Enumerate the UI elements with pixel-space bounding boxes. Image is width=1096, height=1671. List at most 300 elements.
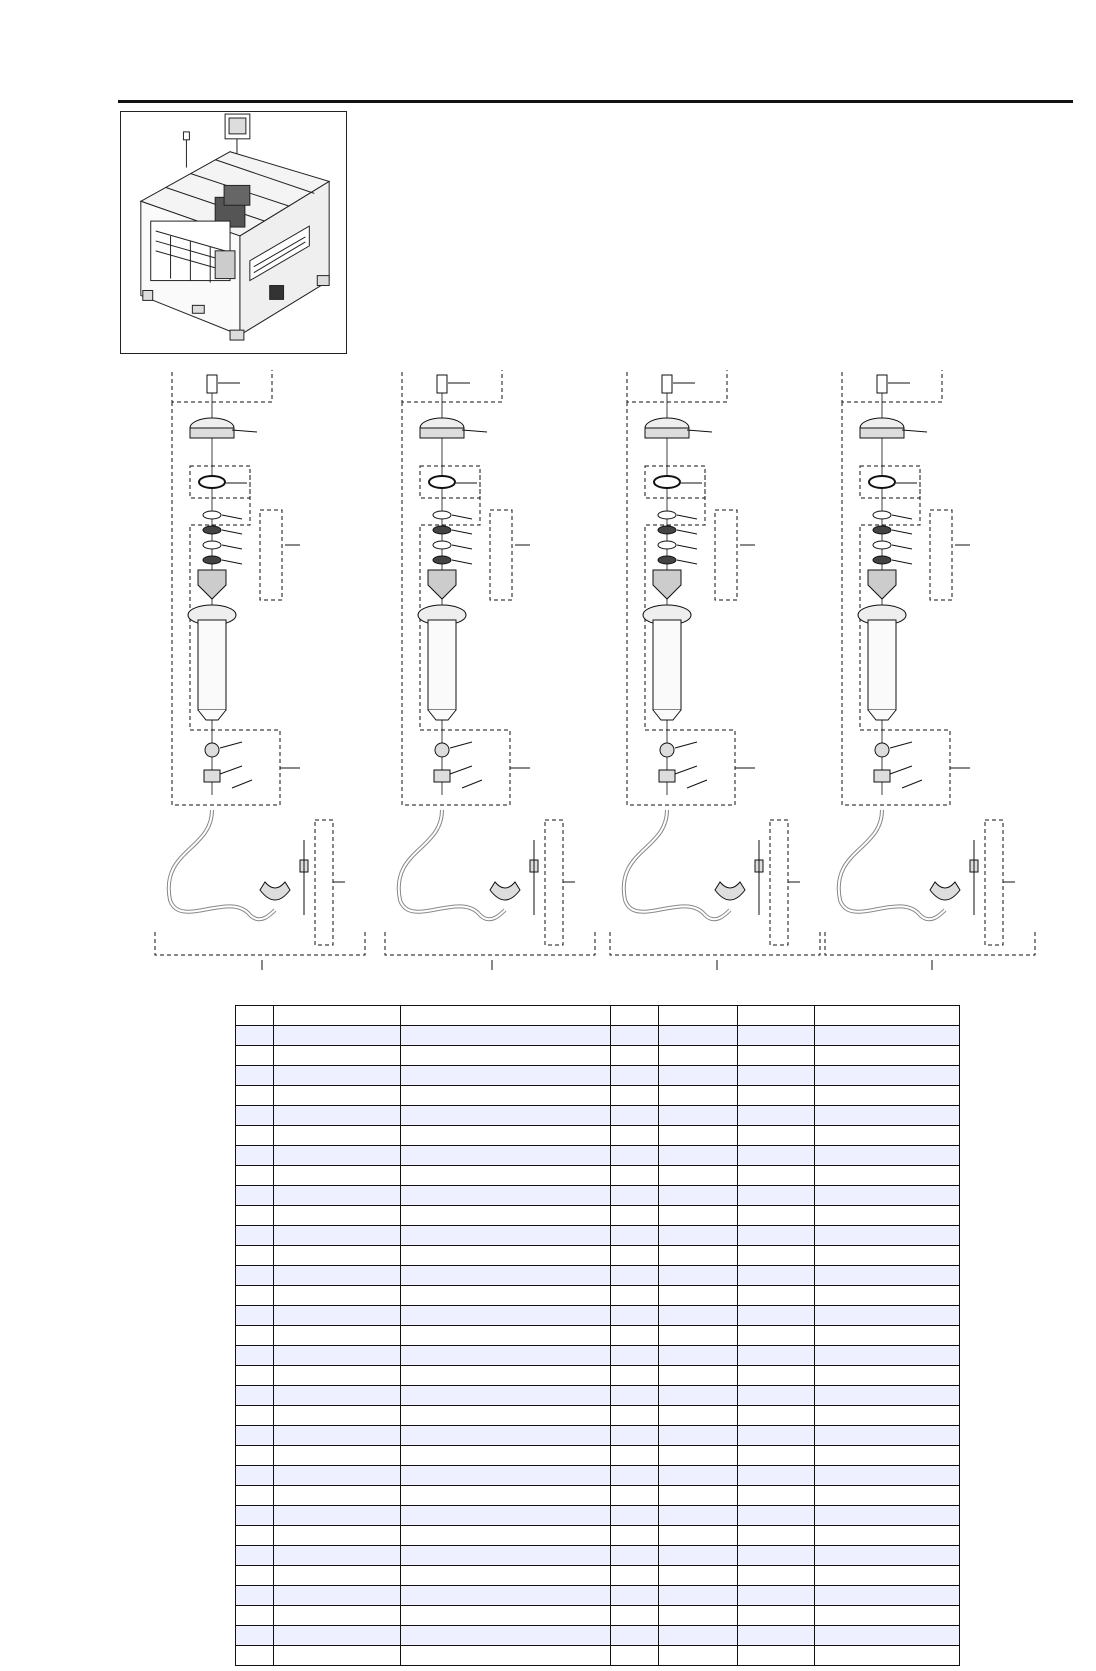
table-cell [815,1606,960,1626]
hose-clip-icon [490,882,520,900]
table-cell [274,1346,401,1366]
callout-leader [892,560,912,564]
table-cell [659,1266,738,1286]
table-cell [611,1186,659,1206]
callout-leader [892,530,912,534]
callout-leader [462,430,487,432]
table-cell [611,1046,659,1066]
callout-leader [902,430,927,432]
table-cell [611,1166,659,1186]
table-cell [401,1126,611,1146]
table-cell [659,1026,738,1046]
table-cell [611,1126,659,1146]
table-cell [738,1266,815,1286]
table-row [236,1166,960,1186]
parts-table-header [236,1006,960,1026]
bottom-fitting-icon [205,743,219,757]
table-cell [738,1466,815,1486]
table-cell [738,1566,815,1586]
hose-clip-icon [930,882,960,900]
table-cell [274,1366,401,1386]
hose-clip-icon [260,882,290,900]
table-cell [738,1226,815,1246]
table-cell [659,1146,738,1166]
table-cell [611,1066,659,1086]
table-cell [401,1526,611,1546]
callout-leader [232,430,257,432]
piston-part-icon [203,526,221,534]
piston-part-icon [433,541,451,549]
barrel-tip-icon [868,710,896,720]
table-cell [611,1546,659,1566]
piston-group-box [715,510,737,600]
table-cell [738,1186,815,1206]
piston-part-icon [658,511,676,519]
table-cell [274,1166,401,1186]
table-cell [815,1546,960,1566]
table-cell [738,1506,815,1526]
table-cell [236,1566,274,1586]
machine-overview-frame [120,111,347,354]
table-cell [274,1606,401,1626]
table-cell [815,1166,960,1186]
syringe-barrel-icon [198,620,226,710]
column-header-5 [659,1006,738,1026]
table-cell [236,1106,274,1126]
syringe-assembly-4 [825,370,1035,970]
piston-part-icon [433,556,451,564]
clamp-block-icon [659,770,675,782]
table-cell [611,1406,659,1426]
table-cell [659,1066,738,1086]
adapter-fitting-icon [207,375,217,393]
bottom-fitting-icon [660,743,674,757]
column-header-4 [611,1006,659,1026]
table-cell [659,1166,738,1186]
callout-leader [462,780,482,788]
table-cell [738,1606,815,1626]
clamp-block-icon [204,770,220,782]
table-cell [611,1346,659,1366]
syringe-cap-base-icon [420,428,464,438]
table-cell [659,1346,738,1366]
table-cell [659,1286,738,1306]
piston-part-icon [433,526,451,534]
table-cell [815,1466,960,1486]
table-row [236,1626,960,1646]
syringe-cap-base-icon [860,428,904,438]
table-cell [611,1446,659,1466]
table-cell [738,1066,815,1086]
table-cell [738,1446,815,1466]
table-row [236,1426,960,1446]
table-cell [659,1386,738,1406]
table-cell [659,1526,738,1546]
table-cell [611,1266,659,1286]
table-cell [236,1626,274,1646]
table-cell [236,1086,274,1106]
table-cell [236,1646,274,1666]
table-cell [274,1226,401,1246]
callout-leader [892,545,912,549]
column-header-7 [815,1006,960,1026]
table-cell [274,1086,401,1106]
table-cell [236,1386,274,1406]
table-cell [659,1086,738,1106]
table-cell [659,1226,738,1246]
table-cell [236,1226,274,1246]
table-cell [274,1646,401,1666]
table-cell [274,1526,401,1546]
table-cell [738,1286,815,1306]
table-cell [401,1146,611,1166]
table-cell [738,1426,815,1446]
table-cell [815,1566,960,1586]
syringe-barrel-icon [428,620,456,710]
table-cell [401,1426,611,1446]
callout-leader [450,766,472,774]
callout-leader [452,515,472,519]
piston-part-icon [873,556,891,564]
barrel-tip-icon [198,710,226,720]
table-cell [611,1226,659,1246]
table-cell [659,1306,738,1326]
adapter-fitting-icon [662,375,672,393]
table-row [236,1186,960,1206]
callout-leader [687,430,712,432]
table-cell [274,1146,401,1166]
table-cell [738,1406,815,1426]
table-cell [738,1326,815,1346]
table-row [236,1506,960,1526]
table-cell [236,1286,274,1306]
table-cell [236,1406,274,1426]
callout-leader [677,545,697,549]
callout-leader [232,780,252,788]
table-cell [611,1626,659,1646]
table-cell [815,1186,960,1206]
callout-leader [220,766,242,774]
table-cell [611,1206,659,1226]
table-cell [659,1646,738,1666]
table-row [236,1206,960,1226]
table-cell [401,1246,611,1266]
table-row [236,1126,960,1146]
piston-part-icon [873,511,891,519]
table-row [236,1486,960,1506]
table-row [236,1306,960,1326]
table-cell [611,1326,659,1346]
callout-leader [452,560,472,564]
table-cell [236,1466,274,1486]
hose-icon [839,810,945,919]
table-cell [815,1486,960,1506]
piston-part-icon [203,511,221,519]
table-cell [401,1606,611,1626]
table-cell [659,1126,738,1146]
table-cell [401,1646,611,1666]
bottom-fitting-icon [435,743,449,757]
table-cell [738,1586,815,1606]
hose-inner-icon [624,810,730,919]
table-cell [611,1606,659,1626]
barrel-tip-icon [428,710,456,720]
table-cell [274,1386,401,1406]
hose-clip-icon [715,882,745,900]
table-cell [738,1206,815,1226]
bottom-fitting-icon [875,743,889,757]
table-cell [236,1326,274,1346]
table-cell [738,1306,815,1326]
table-row [236,1046,960,1066]
table-cell [274,1586,401,1606]
table-cell [815,1126,960,1146]
piston-part-icon [873,541,891,549]
table-cell [815,1646,960,1666]
callout-leader [890,766,912,774]
table-cell [815,1026,960,1046]
table-cell [401,1626,611,1646]
table-cell [738,1346,815,1366]
tube-group-box [770,820,788,945]
o-ring-icon [199,476,225,488]
table-cell [738,1146,815,1166]
table-cell [738,1086,815,1106]
callout-leader [452,545,472,549]
table-row [236,1566,960,1586]
table-cell [236,1206,274,1226]
table-cell [274,1566,401,1586]
tube-group-box [545,820,563,945]
table-row [236,1146,960,1166]
piston-part-icon [658,541,676,549]
table-cell [274,1446,401,1466]
callout-leader [222,530,242,534]
table-cell [274,1546,401,1566]
table-cell [815,1146,960,1166]
callout-leader [220,742,242,748]
callout-leader [675,766,697,774]
adapter-fitting-icon [437,375,447,393]
table-cell [236,1446,274,1466]
callout-leader [222,545,242,549]
table-cell [815,1586,960,1606]
table-cell [274,1406,401,1426]
tube-group-box [985,820,1003,945]
table-cell [815,1206,960,1226]
table-cell [401,1106,611,1126]
table-row [236,1386,960,1406]
table-cell [659,1106,738,1126]
table-cell [274,1206,401,1226]
table-row [236,1246,960,1266]
adapter-group-box [402,370,502,402]
table-cell [401,1566,611,1586]
table-cell [738,1246,815,1266]
table-cell [738,1486,815,1506]
table-cell [236,1486,274,1506]
piston-part-icon [658,526,676,534]
table-cell [401,1326,611,1346]
table-row [236,1606,960,1626]
table-cell [815,1286,960,1306]
table-cell [401,1186,611,1206]
table-cell [274,1106,401,1126]
callout-leader [675,742,697,748]
table-cell [611,1506,659,1526]
table-cell [738,1386,815,1406]
table-cell [738,1646,815,1666]
table-cell [274,1246,401,1266]
table-cell [401,1386,611,1406]
table-cell [659,1606,738,1626]
table-cell [611,1306,659,1326]
table-cell [401,1486,611,1506]
table-cell [815,1106,960,1126]
table-cell [611,1566,659,1586]
table-cell [659,1406,738,1426]
table-cell [401,1406,611,1426]
table-cell [236,1126,274,1146]
table-cell [659,1426,738,1446]
syringe-group-box [402,402,510,805]
syringe-group-box [842,402,950,805]
table-row [236,1326,960,1346]
table-row [236,1546,960,1566]
column-header-1 [236,1006,274,1026]
table-cell [236,1026,274,1046]
diagram-svg [150,370,1070,970]
column-header-6 [738,1006,815,1026]
table-cell [236,1306,274,1326]
piston-part-icon [433,511,451,519]
table-cell [611,1386,659,1406]
table-cell [611,1246,659,1266]
table-cell [236,1166,274,1186]
table-cell [274,1286,401,1306]
table-cell [659,1546,738,1566]
piston-group-box [490,510,512,600]
table-cell [236,1066,274,1086]
table-cell [659,1446,738,1466]
syringe-barrel-icon [868,620,896,710]
table-cell [401,1586,611,1606]
table-cell [611,1526,659,1546]
table-cell [236,1606,274,1626]
table-cell [236,1346,274,1366]
adapter-group-box [627,370,727,402]
hose-inner-icon [169,810,275,919]
hose-icon [624,810,730,919]
piston-part-icon [658,556,676,564]
header-rule [118,100,1073,103]
table-cell [274,1466,401,1486]
adapter-group-box [172,370,272,402]
table-cell [236,1046,274,1066]
table-cell [659,1046,738,1066]
table-cell [659,1486,738,1506]
o-ring-icon [869,476,895,488]
table-row [236,1446,960,1466]
table-cell [274,1506,401,1526]
table-cell [659,1506,738,1526]
table-cell [236,1426,274,1446]
table-cell [274,1306,401,1326]
table-cell [738,1626,815,1646]
table-cell [738,1166,815,1186]
table-cell [738,1046,815,1066]
callout-leader [892,515,912,519]
table-cell [815,1326,960,1346]
table-cell [236,1266,274,1286]
table-cell [236,1546,274,1566]
table-cell [401,1506,611,1526]
table-cell [815,1266,960,1286]
table-row [236,1366,960,1386]
parts-table-body [236,1026,960,1666]
plunger-icon [428,570,456,599]
piston-part-icon [203,541,221,549]
table-cell [274,1486,401,1506]
table-cell [611,1086,659,1106]
table-cell [815,1046,960,1066]
plunger-icon [653,570,681,599]
callout-leader [677,560,697,564]
table-cell [401,1226,611,1246]
table-cell [274,1266,401,1286]
table-cell [236,1526,274,1546]
table-cell [611,1486,659,1506]
callout-leader [222,560,242,564]
table-cell [401,1366,611,1386]
syringe-assembly-1 [155,370,365,970]
table-row [236,1266,960,1286]
table-cell [401,1086,611,1106]
table-cell [401,1266,611,1286]
table-cell [611,1646,659,1666]
table-cell [611,1286,659,1306]
syringe-assembly-2 [385,370,595,970]
table-cell [659,1586,738,1606]
table-cell [611,1146,659,1166]
barrel-tip-icon [653,710,681,720]
table-cell [815,1506,960,1526]
table-cell [815,1066,960,1086]
table-cell [659,1466,738,1486]
table-row [236,1526,960,1546]
column-header-3 [401,1006,611,1026]
callout-leader [677,515,697,519]
table-cell [401,1446,611,1466]
table-cell [274,1626,401,1646]
syringe-cap-base-icon [645,428,689,438]
syringe-cap-base-icon [190,428,234,438]
table-row [236,1066,960,1086]
table-cell [659,1326,738,1346]
table-cell [401,1346,611,1366]
table-cell [815,1386,960,1406]
table-cell [815,1226,960,1246]
table-cell [659,1366,738,1386]
table-cell [236,1586,274,1606]
table-cell [274,1046,401,1066]
table-cell [401,1206,611,1226]
table-cell [815,1246,960,1266]
table-cell [611,1586,659,1606]
hose-icon [169,810,275,919]
hose-inner-icon [399,810,505,919]
table-row [236,1086,960,1106]
